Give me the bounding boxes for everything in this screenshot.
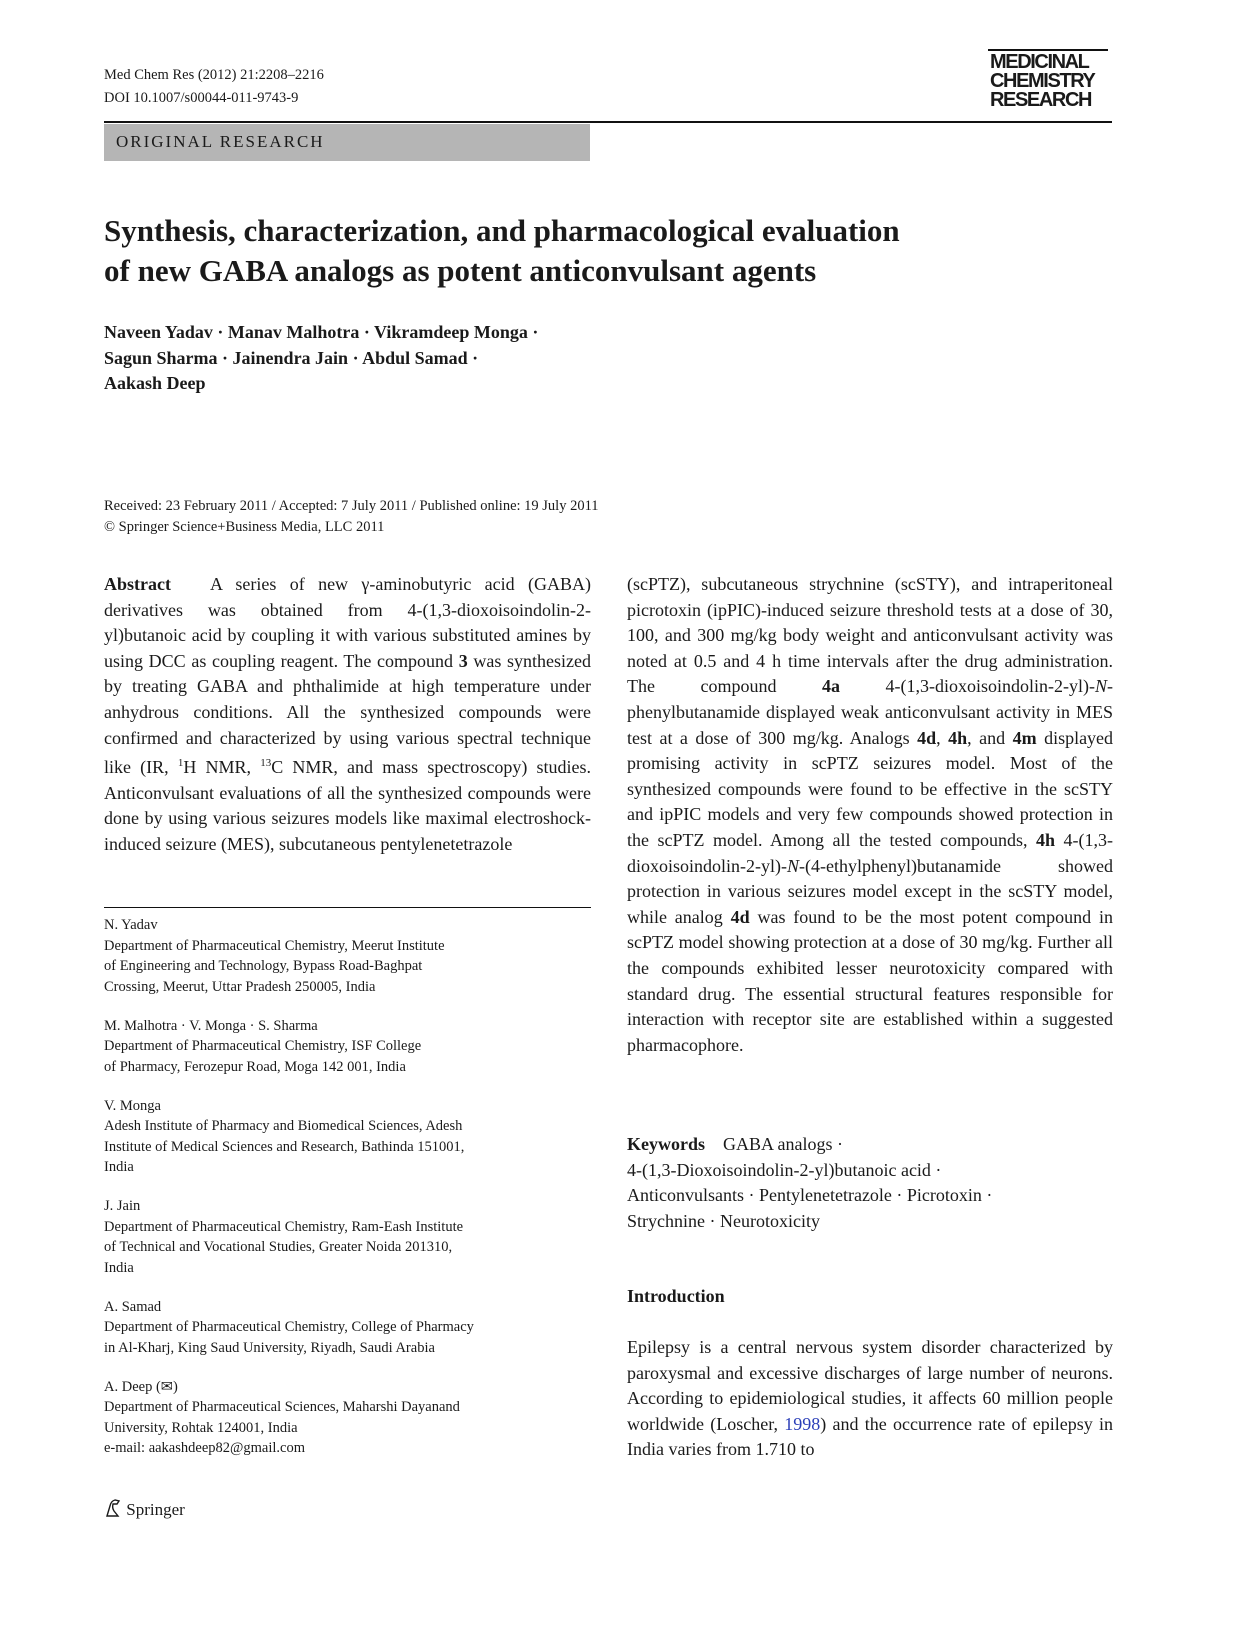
affiliation-deep: A. Deep (✉) Department of Pharmaceutical Sciences, Maharshi Dayanand University, Rohtak 124001, India e-mail: aakashdeep82@gmail.com bbox=[104, 1377, 591, 1459]
author-list: Naveen Yadav · Manav Malhotra · Vikramdeep Monga · Sagun Sharma · Jainendra Jain · Abdul Samad · Aakash Deep bbox=[104, 322, 539, 393]
copyright: © Springer Science+Business Media, LLC 2011 bbox=[104, 519, 385, 535]
citation-link[interactable]: 1998 bbox=[784, 1413, 821, 1434]
article-dates bbox=[104, 496, 599, 538]
envelope-icon: ✉ bbox=[160, 1378, 173, 1395]
affiliation-yadav: N. Yadav Department of Pharmaceutical Chemistry, Meerut Institute of Engineering and Technology, Bypass Road-Baghpat Crossing, Meerut, Uttar Pradesh 250005, India bbox=[104, 917, 445, 995]
header-rule bbox=[104, 121, 1112, 123]
journal-citation: Med Chem Res (2012) 21:2208–2216 bbox=[104, 67, 324, 83]
affiliation-malhotra-monga-sharma: M. Malhotra · V. Monga · S. Sharma Department of Pharmaceutical Chemistry, ISF College of Pharmacy, Ferozepur Road, Moga 142 001, India bbox=[104, 1017, 422, 1075]
publisher-mark bbox=[104, 1498, 185, 1520]
publication-history: Received: 23 February 2011 / Accepted: 7 July 2011 / Published online: 19 July 2011 bbox=[104, 498, 599, 514]
article-title: Synthesis, characterization, and pharmacological evaluation of new GABA analogs as potent anticonvulsant agents bbox=[104, 213, 900, 288]
corresponding-email[interactable]: e-mail: aakashdeep82@gmail.com bbox=[104, 1440, 305, 1456]
publisher-name: Springer bbox=[126, 1500, 185, 1519]
introduction-heading: Introduction bbox=[627, 1286, 725, 1306]
abstract-left: Abstract A series of new γ-aminobutyric acid (GABA) derivatives was obtained from 4-(1,3-dioxoisoindolin-2-yl)butanoic acid by coupling it with various substituted amines by using DCC as coupling reagent. The compound 3 was synthesized by treating GABA and phthalimide at high temperature under anhydrous conditions. All the synthesized compounds were confirmed and characterized by using various spectral technique like (IR, $^1$H NMR, $^{13}$C NMR, and mass spectroscopy) studies. Anticonvulsant evaluations of all the synthesized compounds were done by using various seizures models like maximal electroshock-induced seizure (MES), subcutaneous pentylenetetrazole bbox=[104, 574, 591, 854]
affiliation-rule bbox=[104, 907, 591, 908]
abstract-right: (scPTZ), subcutaneous strychnine (scSTY), and intraperitoneal picrotoxin (ipPIC)-induced seizure threshold tests at a dose of 30, 100, and 300 mg/kg body weight and anticonvulsant activity was noted at 0.5 and 4 h time intervals after the drug administration. The compound 4a 4-(1,3-dioxoisoindolin-2-yl)-N-phenylbutanamide displayed weak anticonvulsant activity in MES test at a dose of 300 mg/kg. Analogs 4d, 4h, and 4m displayed promising activity in scPTZ seizures model. Most of the synthesized compounds were found to be effective in the scSTY and ipPIC models and very few compounds showed protection in the scPTZ model. Among all the tested compounds, 4h 4-(1,3-dioxoisoindolin-2-yl)-N-(4-ethylphenyl)butanamide showed protection in various seizures model except in the scSTY model, while analog 4d was found to be the most potent compound in scPTZ model showing protection at a dose of 30 mg/kg. Further all the compounds exhibited lesser neurotoxicity compared with standard drug. The essential structural features responsible for interaction with receptor site are established within a suggested pharmacophore. bbox=[627, 574, 1114, 1055]
section-label: ORIGINAL RESEARCH bbox=[116, 132, 325, 151]
introduction-text: Epilepsy is a central nervous system disorder characterized by paroxysmal and excessive discharges of large number of neurons. According to epidemiological studies, it affects 60 million people worldwide (Loscher, 1998) and the occurrence rate of epilepsy in India varies from 1.710 to bbox=[627, 1337, 1113, 1460]
keywords-label: Keywords bbox=[627, 1134, 705, 1154]
affiliations bbox=[104, 915, 591, 1477]
affiliation-jain: J. Jain Department of Pharmaceutical Chemistry, Ram-Eash Institute of Technical and Vocational Studies, Greater Noida 201310, India bbox=[104, 1198, 464, 1276]
journal-logo: MEDICINAL CHEMISTRY RESEARCH bbox=[990, 51, 1095, 111]
abstract-label: Abstract bbox=[104, 574, 171, 594]
springer-horse-icon bbox=[104, 1498, 122, 1518]
affiliation-samad: A. Samad Department of Pharmaceutical Chemistry, College of Pharmacy in Al-Kharj, King Saud University, Riyadh, Saudi Arabia bbox=[104, 1298, 474, 1356]
section-band bbox=[104, 124, 590, 161]
affiliation-monga: V. Monga Adesh Institute of Pharmacy and Biomedical Sciences, Adesh Institute of Medical Sciences and Research, Bathinda 151001, India bbox=[104, 1097, 465, 1175]
doi[interactable]: DOI 10.1007/s00044-011-9743-9 bbox=[104, 90, 299, 106]
keywords: Keywords GABA analogs · 4-(1,3-Dioxoisoindolin-2-yl)butanoic acid · Anticonvulsants · Pentylenetetrazole · Picrotoxin · Strychnine · Neurotoxicity bbox=[627, 1134, 993, 1231]
